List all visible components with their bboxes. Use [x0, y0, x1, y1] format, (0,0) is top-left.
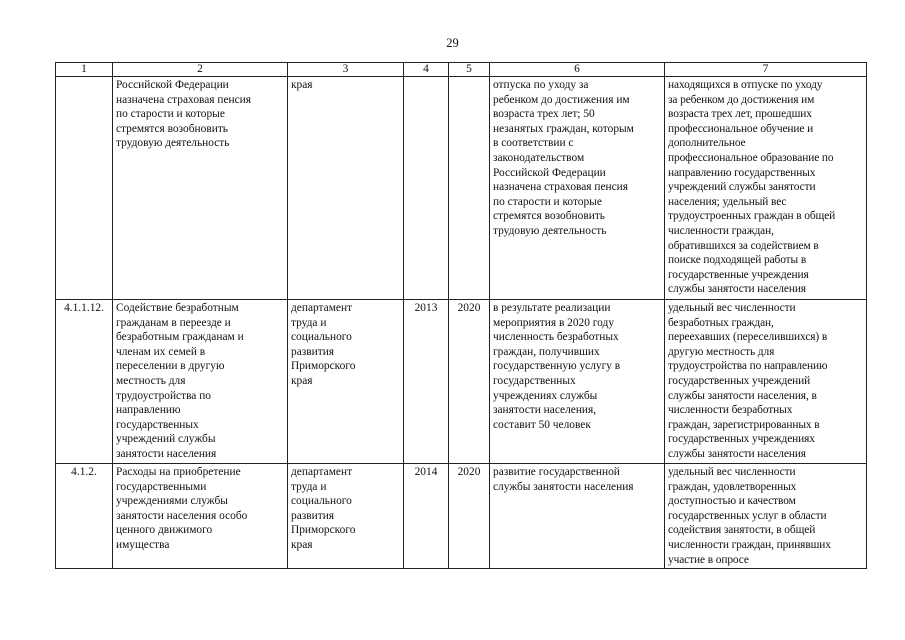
item-start-year: 2013: [404, 300, 449, 464]
item-indicator: находящихся в отпуске по уходу за ребенком до достижения им возраста трех лет, прошедших профессиональное обучение и дополнительное профессиональное образование по направлению государственных учреждений службы занятости населения; удельный вес трудоустроенных граждан в общей численности граждан, обратившихся за содействием в поиске подходящей работы в государственные учреждения службы занятости населения: [665, 77, 867, 300]
column-header: 7: [665, 63, 867, 77]
item-indicator: удельный вес численности безработных граждан, переехавших (переселившихся) в другую местность для трудоустройства по направлению государственных учреждений службы занятости населения, в численности безработных граждан, зарегистрированных в государственных учреждениях службы занятости населения: [665, 300, 867, 464]
column-header: 5: [449, 63, 490, 77]
item-expected-result: в результате реализации мероприятия в 2020 году численность безработных граждан, получивших государственную услугу в государственных учреждениях службы занятости населения, составит 50 человек: [490, 300, 665, 464]
table-row: [56, 300, 867, 464]
item-executor: департамент труда и социального развития Приморского края: [288, 300, 404, 464]
item-executor: департамент труда и социального развития Приморского края: [288, 464, 404, 569]
item-end-year: 2020: [449, 464, 490, 569]
item-name: Расходы на приобретение государственными учреждениями службы занятости населения особо ценного движимого имущества: [113, 464, 288, 569]
item-end-year: [449, 77, 490, 300]
item-indicator: удельный вес численности граждан, удовлетворенных доступностью и качеством государственных услуг в области содействия занятости, в общей численности граждан, принявших участие в опросе: [665, 464, 867, 569]
column-header: 1: [56, 63, 113, 77]
page-number: 29: [446, 36, 459, 50]
item-code: 4.1.1.12.: [56, 300, 113, 464]
item-expected-result: отпуска по уходу за ребенком до достижения им возраста трех лет; 50 незанятых граждан, которым в соответствии с законодательством Российской Федерации назначена страховая пенсия по старости и которые стремятся возобновить трудовую деятельность: [490, 77, 665, 300]
column-header: 4: [404, 63, 449, 77]
table-header-row: [56, 63, 867, 77]
program-table: [55, 62, 867, 569]
table-row: [56, 464, 867, 569]
item-executor: края: [288, 77, 404, 300]
item-end-year: 2020: [449, 300, 490, 464]
column-header: 2: [113, 63, 288, 77]
table-row: [56, 77, 867, 300]
item-start-year: [404, 77, 449, 300]
item-start-year: 2014: [404, 464, 449, 569]
item-name: Содействие безработным гражданам в переезде и безработным гражданам и членам их семей в переселении в другую местность для трудоустройства по направлению государственных учреждений службы занятости населения: [113, 300, 288, 464]
item-expected-result: развитие государственной службы занятости населения: [490, 464, 665, 569]
item-name: Российской Федерации назначена страховая пенсия по старости и которые стремятся возобновить трудовую деятельность: [113, 77, 288, 300]
item-code: 4.1.2.: [56, 464, 113, 569]
item-code: [56, 77, 113, 300]
column-header: 6: [490, 63, 665, 77]
column-header: 3: [288, 63, 404, 77]
